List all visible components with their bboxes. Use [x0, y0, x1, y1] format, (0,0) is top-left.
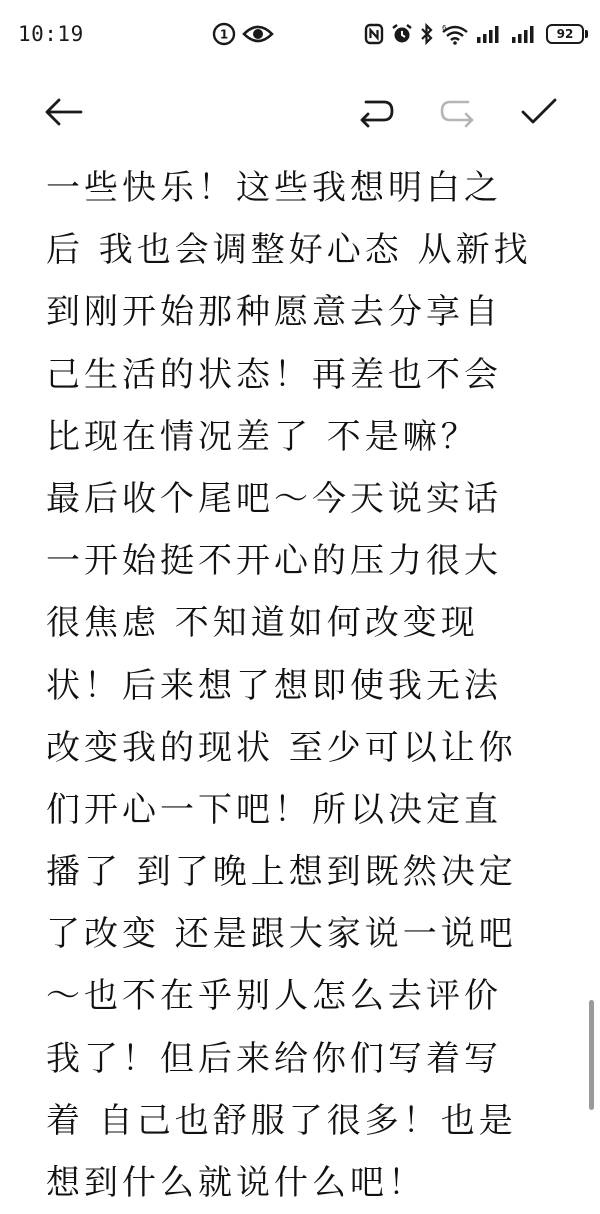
note-line: 播了 到了晚上想到既然决定 [46, 852, 517, 893]
signal-icon [511, 24, 539, 44]
note-line: 了改变 还是跟大家说一说吧 [46, 914, 517, 955]
signal-icon [476, 24, 504, 44]
note-line: 比现在情况差了 不是嘛？ [46, 416, 479, 457]
note-line: 最后收个尾吧～今天说实话 [46, 478, 502, 519]
eye-icon [242, 23, 274, 45]
back-button[interactable] [41, 92, 85, 136]
note-line: 想到什么就说什么吧！ [46, 1163, 426, 1203]
svg-text:6: 6 [442, 24, 447, 32]
undo-icon [356, 97, 396, 131]
battery-indicator [546, 24, 588, 44]
status-time: 10:19 [18, 22, 84, 46]
wifi-6-icon [441, 23, 469, 45]
note-line: 们开心一下吧！所以决定直 [46, 789, 502, 830]
notification-badge-icon [212, 22, 236, 46]
note-line: 一开始挺不开心的压力很大 [46, 541, 502, 582]
note-line: 着 自己也舒服了很多！也是 [46, 1100, 517, 1141]
nfc-icon [364, 23, 384, 45]
battery-level: 92 [546, 24, 584, 44]
battery-tip [585, 30, 588, 38]
note-line: ～也不在乎别人怎么去评价 [46, 976, 502, 1017]
note-line: 状！后来想了想即使我无法 [46, 665, 502, 706]
status-bar [0, 0, 600, 70]
check-icon [519, 97, 559, 131]
note-line: 后 我也会调整好心态 从新找 [46, 230, 532, 271]
undo-button[interactable] [354, 92, 398, 136]
scrollbar-thumb[interactable] [589, 1000, 594, 1110]
note-line: 一些快乐！这些我想明白之 [46, 168, 502, 208]
note-line: 我了！但后来给你们写着写 [46, 1038, 502, 1079]
note-line: 改变我的现状 至少可以让你 [46, 727, 517, 768]
alarm-icon [391, 23, 413, 45]
redo-button[interactable] [436, 92, 480, 136]
svg-text:1: 1 [219, 27, 229, 42]
note-line: 己生活的状态！再差也不会 [46, 354, 502, 395]
bluetooth-icon [420, 23, 434, 45]
redo-icon [438, 97, 478, 131]
status-center-icons [212, 20, 276, 48]
editor-toolbar [0, 80, 600, 150]
status-right-icons [364, 20, 588, 48]
note-body[interactable] [46, 157, 566, 1203]
note-line: 很焦虑 不知道如何改变现 [46, 603, 479, 644]
note-line: 到刚开始那种愿意去分享自 [46, 292, 502, 333]
confirm-button[interactable] [517, 92, 561, 136]
arrow-left-icon [43, 97, 83, 131]
